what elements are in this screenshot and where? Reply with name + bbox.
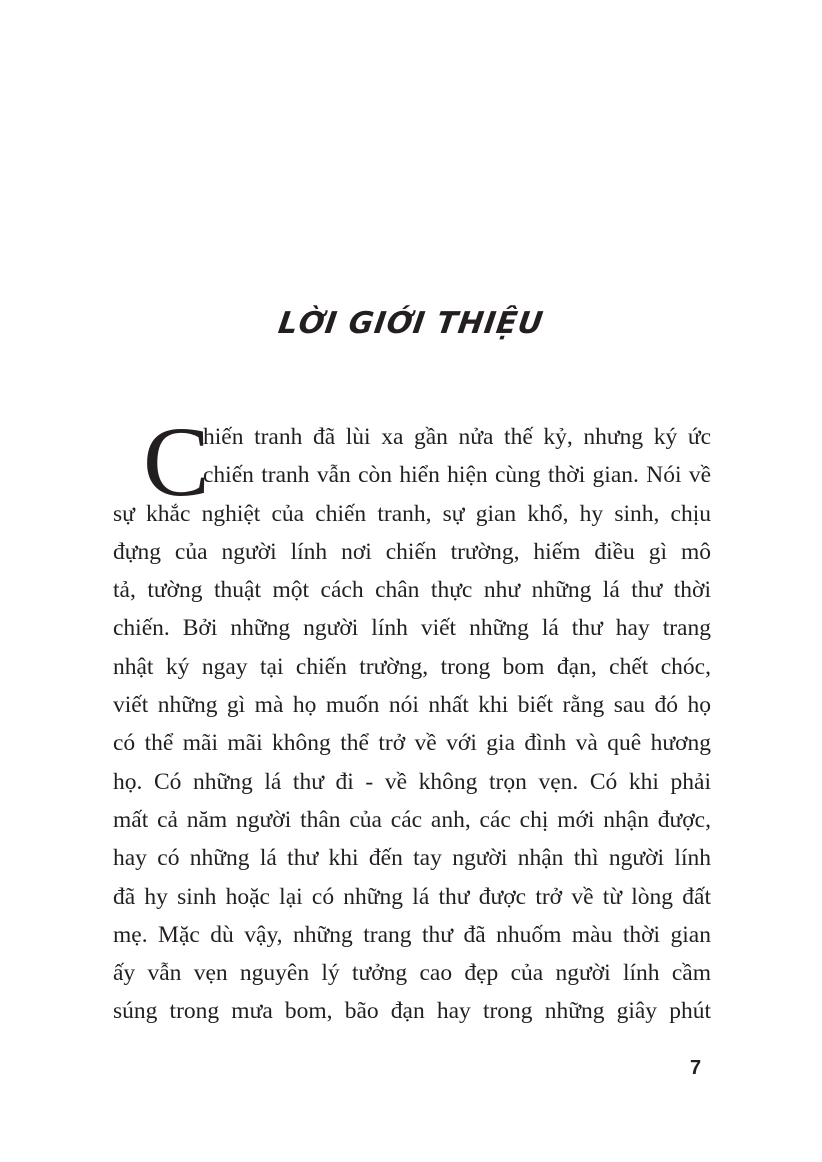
text-line: đã hy sinh hoặc lại có những lá thư được trở về từ lòng đất <box>113 883 711 910</box>
text-line: viết những gì mà họ muốn nói nhất khi biết rằng sau đó họ <box>113 692 711 719</box>
text-line: súng trong mưa bom, bão đạn hay trong những giây phút <box>113 998 711 1025</box>
drop-cap: C <box>143 406 210 517</box>
text-line: hay có những lá thư khi đến tay người nhận thì người lính <box>113 845 711 872</box>
text-line: sự khắc nghiệt của chiến tranh, sự gian khổ, hy sinh, chịu <box>113 500 711 527</box>
body-text <box>113 406 711 1031</box>
text-line: chiến. Bởi những người lính viết những lá thư hay trang <box>113 615 711 642</box>
text-line: mất cả năm người thân của các anh, các chị mới nhận được, <box>113 806 711 833</box>
text-line: tả, tường thuật một cách chân thực như những lá thư thời <box>113 577 711 604</box>
page-number: 7 <box>690 1057 702 1079</box>
text-line: có thể mãi mãi không thể trở về với gia đình và quê hương <box>113 730 711 757</box>
text-line: chiến tranh vẫn còn hiển hiện cùng thời gian. Nói về <box>203 462 711 489</box>
text-line: mẹ. Mặc dù vậy, những trang thư đã nhuốm màu thời gian <box>113 921 711 948</box>
page-title: LỜI GIỚI THIỆU <box>276 306 546 341</box>
text-line: hiến tranh đã lùi xa gần nửa thế kỷ, nhưng ký ức <box>203 424 711 450</box>
text-line: đựng của người lính nơi chiến trường, hiếm điều gì mô <box>113 538 711 565</box>
text-line: ấy vẫn vẹn nguyên lý tưởng cao đẹp của người lính cầm <box>113 960 711 987</box>
text-line: nhật ký ngay tại chiến trường, trong bom đạn, chết chóc, <box>113 653 711 680</box>
text-line: họ. Có những lá thư đi - về không trọn vẹn. Có khi phải <box>113 768 711 795</box>
